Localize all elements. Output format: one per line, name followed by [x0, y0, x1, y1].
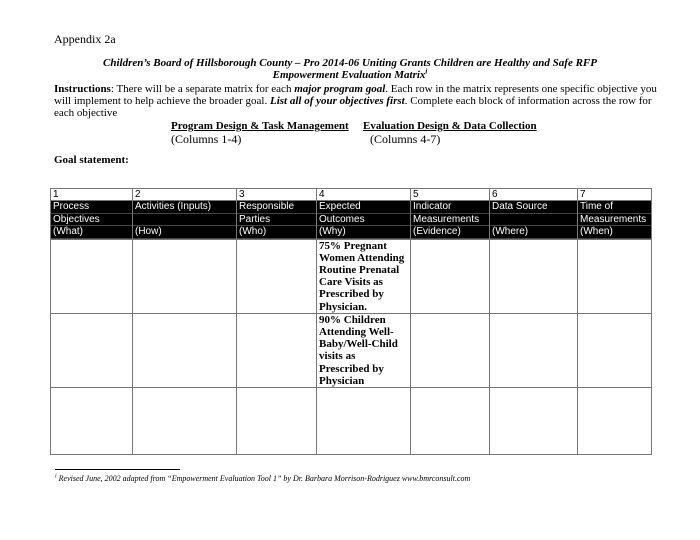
header-activities: [133, 201, 237, 240]
table-cell[interactable]: [237, 239, 317, 313]
column-number: 4: [317, 189, 411, 201]
table-cell[interactable]: [578, 313, 652, 387]
header-indicator-measurements: [411, 201, 490, 240]
table-cell[interactable]: [490, 239, 578, 313]
column-number: 2: [133, 189, 237, 201]
table-row: [51, 313, 652, 387]
table-cell[interactable]: [237, 313, 317, 387]
instructions-text: . Complete each block of information across the row for each objective: [54, 95, 652, 119]
header-line: Responsible: [237, 201, 316, 214]
header-line: Activities (Inputs): [133, 201, 236, 214]
table-cell[interactable]: [133, 239, 237, 313]
column-number: 3: [237, 189, 317, 201]
expected-outcome-cell[interactable]: 75% Pregnant Women Attending Routine Prenatal Care Visits as Prescribed by Physician.: [317, 239, 411, 313]
goal-statement-label: Goal statement:: [54, 154, 129, 166]
subtitle-text: Empowerment Evaluation Matrix: [272, 69, 426, 81]
table-cell[interactable]: [411, 387, 490, 454]
instructions-label: Instructions: [54, 83, 111, 95]
section-program-design: Program Design & Task Management: [171, 120, 349, 132]
header-time-of-measurements: [578, 201, 652, 240]
table-cell[interactable]: [51, 387, 133, 454]
header-line: (Who): [237, 226, 316, 239]
table-cell[interactable]: [578, 239, 652, 313]
table-cell[interactable]: [490, 387, 578, 454]
header-data-source: [490, 201, 578, 240]
header-line: (Why): [317, 226, 410, 239]
column-number: 5: [411, 189, 490, 201]
table-cell[interactable]: [490, 313, 578, 387]
header-line: Objectives: [51, 214, 132, 227]
instructions-text: . Each row in the matrix represents one specific objective you will implement to help achieve the broader goal.: [54, 83, 657, 107]
header-line: (Evidence): [411, 226, 489, 239]
appendix-label: Appendix 2a: [54, 32, 116, 46]
footnote-mark: i: [55, 473, 57, 480]
column-number-row: [51, 189, 652, 201]
instructions-emphasis: major program goal: [294, 83, 386, 95]
table-cell[interactable]: [133, 387, 237, 454]
section-evaluation-columns: (Columns 4-7): [370, 132, 441, 146]
footnote: [55, 474, 470, 484]
column-number: 1: [51, 189, 133, 201]
table-row: [51, 387, 652, 454]
header-expected-outcomes: [317, 201, 411, 240]
header-line: Measurements: [411, 214, 489, 227]
column-number: 6: [490, 189, 578, 201]
table-cell[interactable]: [411, 313, 490, 387]
table-cell[interactable]: [578, 387, 652, 454]
header-line: (When): [578, 226, 651, 239]
header-line: Expected: [317, 201, 410, 214]
table-cell[interactable]: [133, 313, 237, 387]
instructions-text: : There will be a separate matrix for each: [110, 83, 295, 95]
header-line: [490, 214, 577, 227]
footnote-ref: i: [425, 67, 428, 76]
header-line: Data Source: [490, 201, 577, 214]
table-cell[interactable]: [237, 387, 317, 454]
instructions-emphasis: List all of your objectives first: [269, 95, 405, 107]
header-row: [51, 201, 652, 240]
table-cell[interactable]: [411, 239, 490, 313]
header-line: Indicator: [411, 201, 489, 214]
header-line: Parties: [237, 214, 316, 227]
header-line: (How): [133, 226, 236, 239]
table-cell[interactable]: [51, 313, 133, 387]
header-line: [133, 214, 236, 227]
table-cell[interactable]: [51, 239, 133, 313]
column-number: 7: [578, 189, 652, 201]
header-line: (What): [51, 226, 132, 239]
section-evaluation-design: Evaluation Design & Data Collection: [363, 120, 537, 132]
expected-outcome-cell[interactable]: 90% Children Attending Well-Baby/Well-Child visits as Prescribed by Physician: [317, 313, 411, 387]
table-row: [51, 239, 652, 313]
instructions: [54, 83, 669, 119]
document-title: Children’s Board of Hillsborough County – Pro 2014-06 Uniting Grants Children are Healthy and Safe RFP: [103, 57, 597, 69]
expected-outcome-cell[interactable]: [317, 387, 411, 454]
footnote-text: Revised June, 2002 adapted from “Empowerment Evaluation Tool 1” by Dr. Barbara Morrison-Rodriguez www.bmrconsult.com: [56, 474, 471, 483]
header-line: Time of: [578, 201, 651, 214]
header-line: Process: [51, 201, 132, 214]
header-line: Measurements: [578, 214, 651, 227]
evaluation-matrix: [50, 188, 652, 455]
header-process-objectives: [51, 201, 133, 240]
document-subtitle: [0, 69, 700, 81]
header-line: Outcomes: [317, 214, 410, 227]
header-responsible-parties: [237, 201, 317, 240]
header-line: (Where): [490, 226, 577, 239]
footnote-divider: [55, 469, 180, 470]
section-program-columns: (Columns 1-4): [171, 132, 242, 146]
